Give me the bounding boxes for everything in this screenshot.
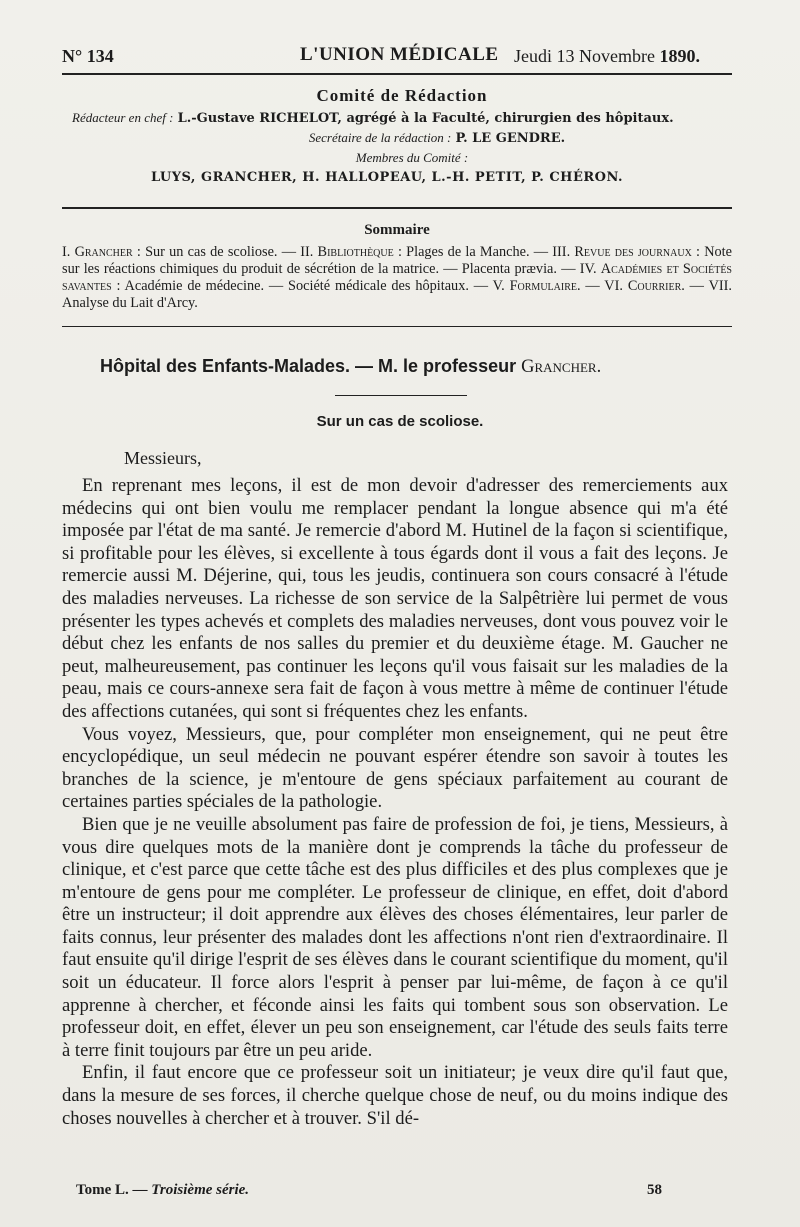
paragraph: En reprenant mes leçons, il est de mon devoir d'adresser des remerciements aux médecins qui ont bien voulu me remplacer pendant la longue absence qui m'a été imposée par l'état de ma santé. Je remercie d'abord M. Hutinel de la façon si scientifique, si profitable pour les élèves, si excellente à tous égards dont il vous a fait des leçons. Je remercie aussi M. Déjerine, qui, tous les jeudis, continuera son cours consacré à l'étude des maladies nerveuses. La richesse de son service de la Salpêtrière lui permet de vous présenter les types achevés et complets des maladies nerveuses, dont vous pouvez voir le début chez les enfants de nos salles du premier et du deuxième étage. M. Gaucher ne peut, malheureusement, pas continuer les leçons qu'il vous faisait sur les maladies de la peau, mais ce cours-annexe sera fait de façon à vous mettre à même de continuer l'étude des affections cutanées, qui sont si fréquentes chez les enfants. [62,475,728,722]
secretary [62,128,742,148]
editor-name: L.-Gustave RICHELOT, agrégé à la Faculté, chirurgien des hôpitaux. [177,111,674,126]
committee-title: Comité de Rédaction [316,86,488,105]
journal-title: L'UNION MÉDICALE [300,44,499,65]
article-body [62,475,728,1130]
summary-text: I. Grancher : Sur un cas de scoliose. — II. Bibliothèque : Plages de la Manche. — III. Revue des journaux : Note sur les réactions chimiques du produit de sécrétion de la matrice. — Placenta prævia. — IV. Académies et Sociétés savantes : Académie de médecine. — Société médicale des hôpitaux. — V. Formulaire. — VI. Courrier. — VII. Analyse du Lait d'Arcy. [62,244,732,311]
summary-block [62,222,732,312]
summary-author: Grancher [74,244,133,260]
issue-day: Jeudi 13 Novembre [514,46,655,66]
secretary-label: Secrétaire de la rédaction : [308,130,452,145]
summary-section: Revue des journaux [574,244,692,260]
header-rule [62,73,732,75]
summary-section: Académies et Sociétés savantes [62,261,732,294]
salutation: Messieurs, [124,448,202,468]
editorial-committee [62,86,742,188]
page-header [62,44,730,70]
professor-name: Grancher. [521,357,602,377]
summary-title: Sommaire [364,222,430,238]
summary-section: Bibliothèque [317,244,394,260]
summary-rule [62,326,732,327]
issue-number: N° 134 [62,46,114,66]
article-title [100,356,601,378]
members-names: LUYS, GRANCHER, H. HALLOPEAU, L.-H. PETIT, P. CHÉRON. [150,170,624,185]
page-footer [76,1182,676,1204]
article-heading: Hôpital des Enfants-Malades. — M. le professeur [100,356,522,376]
page-number: 58 [647,1182,662,1198]
tome-label: Tome L. — Troisième série. [76,1182,250,1198]
members-label: Membres du Comité : [355,150,469,165]
issue-year: 1890. [659,46,700,66]
secretary-name: P. LE GENDRE. [455,131,566,146]
committee-rule [62,207,732,209]
series-label: Troisième série. [151,1182,250,1198]
summary-section: Courrier [627,278,682,294]
summary-section: Formulaire [509,278,577,294]
title-underline [335,395,467,396]
issue-date [514,46,700,67]
paragraph: Enfin, il faut encore que ce professeur soit un initiateur; je veux dire qu'il faut que, dans la mesure de ses forces, il cherche quelque chose de neuf, ou du moins indique des choses nouvelles à chercher et à trouver. S'il dé- [62,1062,728,1129]
paragraph: Vous voyez, Messieurs, que, pour compléter mon enseignement, qui ne peut être encyclopédique, un seul médecin ne pouvant espérer étendre son savoir à toutes les branches de la science, je m'entoure de gens spéciaux parfaitement au courant de certaines parties spéciales de la pathologie. [62,723,728,813]
editor-label: Rédacteur en chef : [72,110,174,125]
article-subtitle: Sur un cas de scoliose. [316,413,484,430]
paragraph: Bien que je ne veuille absolument pas faire de profession de foi, je tiens, Messieurs, à vous dire quelques mots de la manière dont je comprends la tâche du professeur de clinique, et c'est parce que cette tâche est des plus difficiles et des plus complexes que je m'entoure de gens pour me compléter. Le professeur de clinique, en effet, doit d'abord être un instructeur; il doit apprendre aux élèves des choses élémentaires, leur parler de faits connus, leur présenter des malades dont les affections n'ont rien d'extraordinaire. Il faut ensuite qu'il dirige l'esprit de ses élèves dans le courant scientifique du moment, qu'il soit un éducateur. Il force alors l'esprit à penser par lui-même, de façon à ce qu'il apprenne à chercher, et féconde ainsi les faits qui tombent sous son observation. Le professeur doit, en effet, élever un peu son enseignement, car l'étude des seuls faits terre à terre finit toujours par être un peu aride. [62,813,728,1061]
editor-in-chief [62,108,742,128]
